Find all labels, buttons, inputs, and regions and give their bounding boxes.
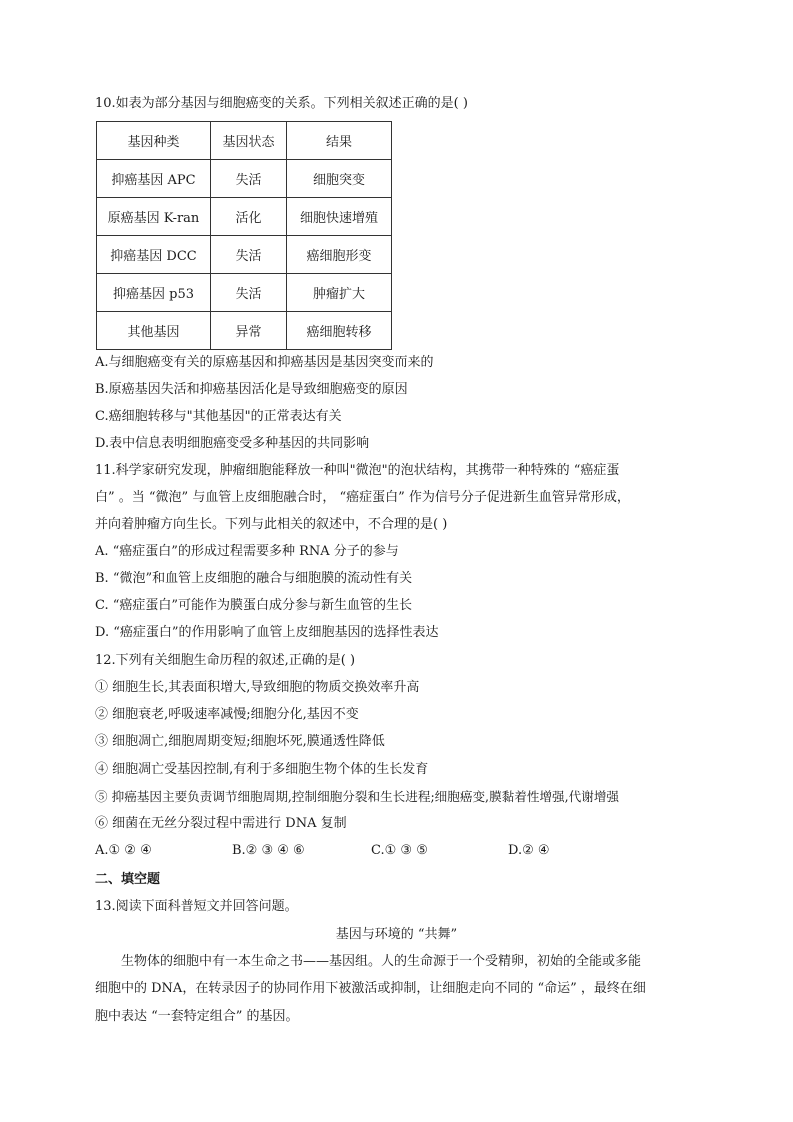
question-11-option-a: A. “癌症蛋白”的形成过程需要多种 RNA 分子的参与 <box>95 544 399 559</box>
article-paragraph-line: 胞中表达 “一套特定组合” 的基因。 <box>95 1009 299 1024</box>
table-row <box>97 274 392 312</box>
question-11-stem-line: 并向着肿瘤方向生长。下列与此相关的叙述中，不合理的是( ) <box>95 517 448 532</box>
table-cell: 肿瘤扩大 <box>287 274 392 312</box>
question-10-option-c: C.癌细胞转移与"其他基因"的正常表达有关 <box>95 409 342 424</box>
choice-c: C.① ③ ⑤ <box>371 843 428 858</box>
question-12-stem: 12.下列有关细胞生命历程的叙述,正确的是( ) <box>95 653 356 668</box>
question-10-stem: 10.如表为部分基因与细胞癌变的关系。下列相关叙述正确的是( ) <box>95 96 468 111</box>
question-11-stem-line: 11.科学家研究发现，肿瘤细胞能释放一种叫"微泡"的泡状结构，其携带一种特殊的 “癌症蛋 <box>95 463 620 478</box>
table-header-row <box>97 122 392 160</box>
table-header-cell: 基因状态 <box>211 122 287 160</box>
table-cell: 异常 <box>211 312 287 350</box>
question-10-option-a: A.与细胞癌变有关的原癌基因和抑癌基因是基因突变而来的 <box>95 355 434 370</box>
question-12-statement: ② 细胞衰老,呼吸速率减慢;细胞分化,基因不变 <box>95 707 359 722</box>
choice-b: B.② ③ ④ ⑥ <box>232 843 305 858</box>
table-cell: 癌细胞形变 <box>287 236 392 274</box>
question-12-statement: ⑤ 抑癌基因主要负责调节细胞周期,控制细胞分裂和生长进程;细胞癌变,膜黏着性增强,代谢增强 <box>95 789 620 804</box>
table-row <box>97 236 392 274</box>
question-12-statement: ① 细胞生长,其表面积增大,导致细胞的物质交换效率升高 <box>95 680 420 695</box>
question-11-option-d: D. “癌症蛋白”的作用影响了血管上皮细胞基因的选择性表达 <box>95 625 439 640</box>
table-cell: 抑癌基因 DCC <box>97 236 211 274</box>
table-cell: 失活 <box>211 160 287 198</box>
table-row <box>97 312 392 350</box>
question-10-option-b: B.原癌基因失活和抑癌基因活化是导致细胞癌变的原因 <box>95 382 408 397</box>
table-row <box>97 160 392 198</box>
section-heading: 二、填空题 <box>95 872 161 887</box>
table-cell: 活化 <box>211 198 287 236</box>
table-cell: 原癌基因 K-ran <box>97 198 211 236</box>
question-11-option-c: C. “癌症蛋白”可能作为膜蛋白成分参与新生血管的生长 <box>95 598 413 613</box>
table-cell: 癌细胞转移 <box>287 312 392 350</box>
question-10-option-d: D.表中信息表明细胞癌变受多种基因的共同影响 <box>95 436 370 451</box>
choice-d: D.② ④ <box>508 843 550 858</box>
question-12-choices <box>95 842 550 860</box>
question-12-statement: ③ 细胞凋亡,细胞周期变短;细胞坏死,膜通透性降低 <box>95 734 385 749</box>
table-cell: 失活 <box>211 236 287 274</box>
table-cell: 抑癌基因 p53 <box>97 274 211 312</box>
table-cell: 细胞快速增殖 <box>287 198 392 236</box>
question-11-option-b: B. “微泡”和血管上皮细胞的融合与细胞膜的流动性有关 <box>95 571 413 586</box>
question-13-stem: 13.阅读下面科普短文并回答问题。 <box>95 899 298 914</box>
table-cell: 抑癌基因 APC <box>97 160 211 198</box>
table-header-cell: 结果 <box>287 122 392 160</box>
table-row <box>97 198 392 236</box>
article-paragraph-line: 细胞中的 DNA，在转录因子的协同作用下被激活或抑制，让细胞走向不同的 “命运” ，最终在细 <box>95 981 646 996</box>
question-11-stem-line: 白” 。当 “微泡” 与血管上皮细胞融合时， “癌症蛋白” 作为信号分子促进新生血管异常形成， <box>95 490 630 505</box>
table-cell: 失活 <box>211 274 287 312</box>
article-paragraph-line: 生物体的细胞中有一本生命之书——基因组。人的生命源于一个受精卵，初始的全能或多能 <box>121 954 642 969</box>
table-cell: 其他基因 <box>97 312 211 350</box>
table-header-cell: 基因种类 <box>97 122 211 160</box>
table-cell: 细胞突变 <box>287 160 392 198</box>
question-12-statement: ④ 细胞凋亡受基因控制,有利于多细胞生物个体的生长发育 <box>95 762 429 777</box>
question-12-statement: ⑥ 细菌在无丝分裂过程中需进行 DNA 复制 <box>95 816 347 831</box>
article-title: 基因与环境的 “共舞” <box>335 927 458 942</box>
choice-a: A.① ② ④ <box>95 843 152 858</box>
gene-table <box>96 121 392 350</box>
